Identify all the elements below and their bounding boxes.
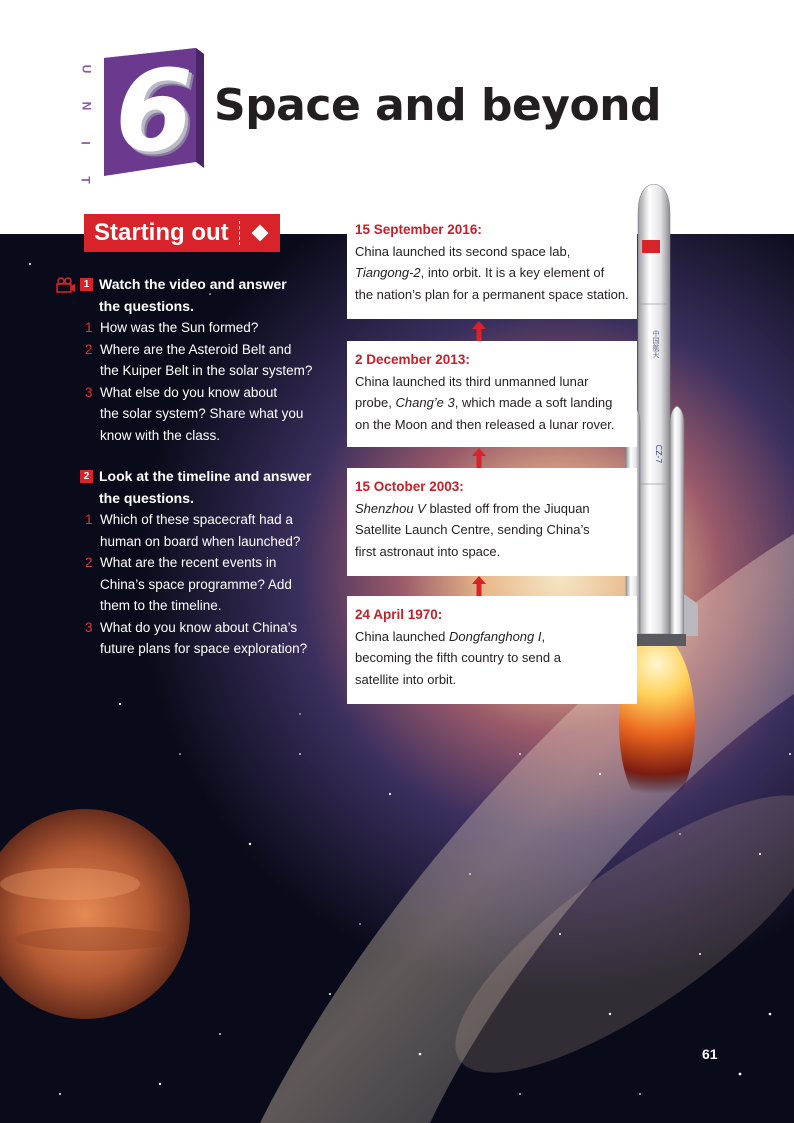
arrow-up-icon bbox=[472, 448, 486, 468]
question-number: 3 bbox=[85, 384, 93, 400]
timeline-text: Shenzhou V blasted off from the Jiuquan bbox=[355, 500, 590, 516]
timeline-text: satellite into orbit. bbox=[355, 671, 457, 687]
unit-number-block bbox=[104, 48, 204, 176]
timeline-date: 2 December 2013: bbox=[355, 352, 470, 367]
timeline-entry bbox=[347, 341, 637, 447]
activity-1 bbox=[56, 274, 346, 446]
question-item bbox=[85, 509, 346, 552]
timeline-date: 15 September 2016: bbox=[355, 222, 482, 237]
rocket-cz7-label: CZ-7 bbox=[654, 444, 663, 464]
page-title: Space and beyond bbox=[214, 80, 662, 131]
question-item bbox=[85, 339, 346, 382]
unit-letter: I bbox=[79, 141, 93, 145]
unit-letter: N bbox=[78, 101, 93, 111]
timeline-text: probe, Chang’e 3, which made a soft landing bbox=[355, 395, 613, 410]
timeline-text: China launched its second space lab, bbox=[355, 243, 571, 259]
section-heading-starting-out bbox=[84, 214, 280, 252]
timeline-date: 15 October 2003: bbox=[355, 479, 464, 494]
unit-label-vertical bbox=[80, 62, 92, 187]
question-text: the solar system? Share what you bbox=[100, 406, 304, 421]
flag-icon bbox=[642, 240, 660, 253]
unit-letter: T bbox=[79, 176, 93, 184]
question-list bbox=[56, 317, 346, 446]
question-text: What do you know about China’s bbox=[100, 619, 298, 635]
diamond-icon bbox=[251, 225, 268, 242]
question-number: 2 bbox=[85, 555, 93, 570]
question-text: What are the recent events in bbox=[100, 555, 277, 570]
timeline-text: Satellite Launch Centre, sending China’s bbox=[355, 522, 590, 537]
section-label: Starting out bbox=[94, 219, 229, 246]
activity-heading: Watch the video and answer bbox=[99, 276, 287, 292]
unit-letter: U bbox=[78, 64, 93, 74]
question-text: them to the timeline. bbox=[100, 598, 222, 613]
question-text: Where are the Asteroid Belt and bbox=[100, 341, 292, 357]
question-item bbox=[85, 317, 346, 339]
activity-number: 1 bbox=[80, 278, 93, 291]
timeline-date: 24 April 1970: bbox=[355, 607, 443, 622]
activity-heading: Look at the timeline and answer bbox=[99, 468, 312, 484]
question-text: China’s space programme? Add bbox=[100, 576, 292, 592]
timeline-text: Tiangong-2, into orbit. It is a key element of bbox=[355, 265, 605, 280]
activity-heading: the questions. bbox=[99, 489, 194, 506]
question-item bbox=[85, 617, 346, 660]
question-number: 1 bbox=[85, 512, 93, 527]
question-number: 1 bbox=[85, 320, 93, 335]
timeline-text: China launched its third unmanned lunar bbox=[355, 373, 589, 389]
question-number: 3 bbox=[85, 619, 93, 635]
timeline-text: first astronaut into space. bbox=[355, 543, 501, 559]
timeline-text: the nation’s plan for a permanent space station. bbox=[355, 286, 629, 302]
timeline-entry bbox=[347, 468, 637, 576]
timeline-text: China launched Dongfanghong I, bbox=[355, 628, 546, 644]
timeline-entry bbox=[347, 211, 637, 319]
question-text: human on board when launched? bbox=[100, 533, 301, 549]
question-list bbox=[56, 509, 346, 660]
timeline-text: on the Moon and then released a lunar rover. bbox=[355, 416, 615, 432]
activity-heading: the questions. bbox=[99, 297, 194, 314]
question-number: 2 bbox=[85, 341, 93, 357]
arrow-up-icon bbox=[472, 576, 486, 596]
timeline-entry bbox=[347, 596, 637, 704]
question-text: How was the Sun formed? bbox=[100, 320, 259, 335]
unit-number: 6 bbox=[115, 47, 193, 177]
video-camera-icon bbox=[56, 277, 76, 293]
question-text: Which of these spacecraft had a bbox=[100, 512, 293, 527]
question-text: the Kuiper Belt in the solar system? bbox=[100, 363, 313, 378]
page-number: 61 bbox=[702, 1046, 718, 1062]
question-item bbox=[85, 382, 346, 447]
timeline-text: becoming the fifth country to send a bbox=[355, 650, 561, 665]
arrow-up-icon bbox=[472, 321, 486, 341]
question-text: What else do you know about bbox=[100, 384, 278, 400]
rocket-chinese-label: 中国航天 bbox=[652, 330, 660, 358]
divider bbox=[239, 221, 240, 245]
question-text: future plans for space exploration? bbox=[100, 641, 308, 656]
question-item bbox=[85, 552, 346, 617]
activity-number: 2 bbox=[80, 470, 93, 483]
question-text: know with the class. bbox=[100, 427, 221, 443]
activity-2 bbox=[56, 466, 346, 660]
